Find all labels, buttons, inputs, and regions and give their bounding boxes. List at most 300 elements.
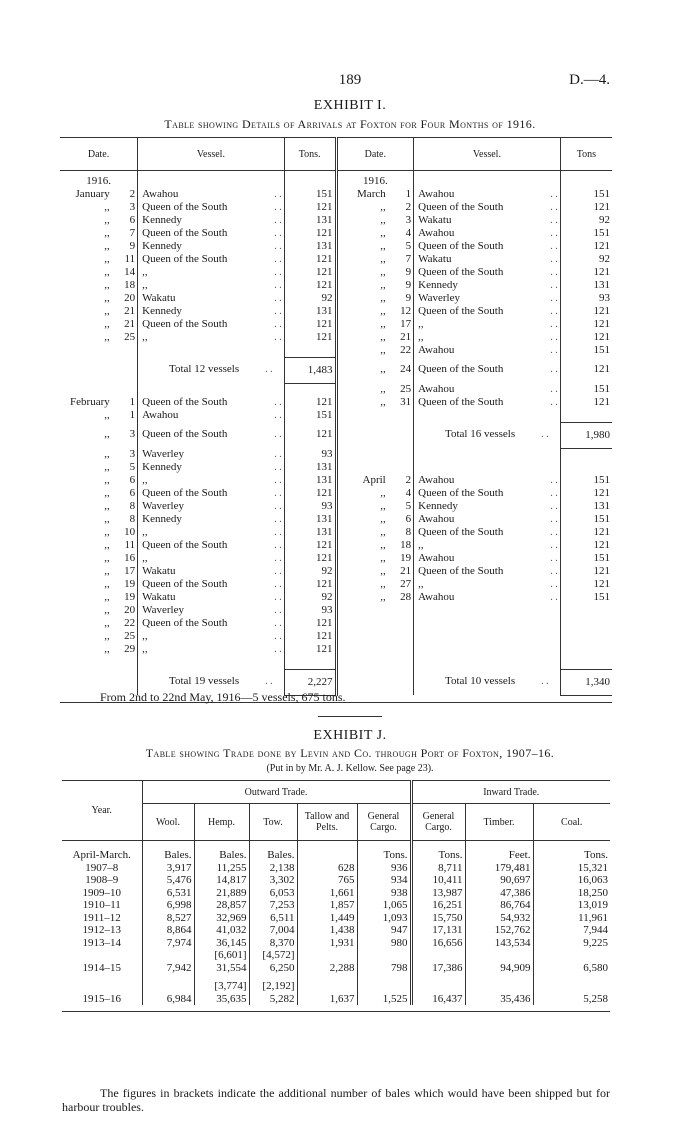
value-cell: 13,019 [533, 899, 610, 912]
table-row [62, 899, 610, 912]
value-cell: Bales. [194, 841, 249, 862]
value-cell: 8,711 [411, 862, 465, 875]
month-cell: ,, [104, 227, 110, 239]
table-row [62, 937, 610, 950]
vessel-cell: Kennedy [414, 279, 530, 292]
leader-dots: . . [550, 397, 558, 408]
blank-cell [336, 409, 414, 422]
table-row [60, 422, 612, 448]
month-cell: ,, [336, 565, 388, 578]
value-cell: 947 [357, 924, 411, 937]
table-row [60, 344, 612, 357]
day-cell: 2 [405, 474, 412, 486]
month-cell: ,, [336, 266, 388, 279]
leader-dots: . . [550, 319, 558, 330]
leader-dots: . . [274, 267, 282, 278]
tons-cell: 121 [560, 266, 612, 279]
value-cell: Tons. [411, 841, 465, 862]
tons-cell: 151 [560, 344, 612, 357]
total-value: 1,483 [284, 357, 336, 383]
leader-dots: . . [274, 319, 282, 330]
tons-cell: 121 [284, 279, 336, 292]
value-cell: 8,527 [142, 912, 194, 925]
blank-cell [414, 461, 561, 474]
blank-cell [560, 461, 612, 474]
month-cell: ,, [104, 266, 110, 278]
day-cell: 25 [124, 331, 136, 343]
month-cell: ,, [336, 487, 388, 500]
tons-cell: 121 [560, 565, 612, 578]
tons-cell: 151 [560, 188, 612, 201]
month-cell: ,, [104, 240, 110, 252]
tons-cell: 131 [284, 474, 336, 487]
table-row [60, 409, 612, 422]
value-cell: 1,661 [297, 887, 357, 900]
day-cell: 21 [124, 305, 136, 317]
leader-dots: . . [550, 241, 558, 252]
value-cell [297, 841, 357, 862]
leader-dots: . . [550, 215, 558, 226]
col-tons-2: Tons [560, 138, 612, 171]
month-cell: ,, [336, 344, 388, 357]
month-cell: ,, [336, 591, 388, 604]
col-group-outward: Outward Trade. [142, 781, 411, 804]
bracket-cell: [4,572] [249, 949, 297, 962]
tons-cell: 93 [284, 604, 336, 617]
tons-cell: 151 [560, 513, 612, 526]
year-cell: 1907–8 [85, 861, 119, 874]
day-cell: 3 [129, 428, 136, 440]
table-row [60, 448, 612, 461]
vessel-cell: Kennedy [138, 214, 254, 227]
leader-dots: . . [550, 189, 558, 200]
day-cell: 6 [129, 487, 136, 499]
value-cell: 1,637 [297, 993, 357, 1006]
tons-cell: 151 [560, 227, 612, 240]
year-cell: 1912–13 [82, 924, 121, 936]
tons-cell: 121 [284, 318, 336, 331]
tons-cell: 121 [560, 357, 612, 383]
tons-cell: 121 [560, 578, 612, 591]
value-cell: 16,251 [411, 899, 465, 912]
value-cell: 765 [297, 874, 357, 887]
bracket-cell: [6,601] [194, 949, 249, 962]
value-cell: 15,321 [533, 862, 610, 875]
month-cell: February [70, 396, 110, 408]
day-cell: 9 [129, 240, 136, 252]
vessel-cell: Awahou [138, 188, 254, 201]
value-cell: 6,511 [249, 912, 297, 925]
month-cell: ,, [336, 513, 388, 526]
bracket-cell [62, 980, 142, 993]
blank-cell [414, 630, 561, 643]
leader-dots: . . [274, 293, 282, 304]
blank-cell [60, 344, 138, 357]
vessel-cell: Queen of the South [138, 487, 254, 500]
value-cell: 1,438 [297, 924, 357, 937]
leader-dots: . . [274, 254, 282, 265]
leader-dots: . . [274, 579, 282, 590]
leader-dots: . . [550, 345, 558, 356]
table-row [60, 305, 612, 318]
value-cell: 21,889 [194, 887, 249, 900]
leader-dots: . . [274, 449, 282, 460]
blank-cell [284, 344, 336, 357]
month-cell: ,, [104, 513, 110, 525]
vessel-cell: Queen of the South [138, 539, 254, 552]
value-cell: 28,857 [194, 899, 249, 912]
day-cell: 2 [129, 188, 136, 200]
leader-dots: . . [550, 553, 558, 564]
month-cell: ,, [104, 214, 110, 226]
leader-dots: . . [550, 514, 558, 525]
tons-cell: 121 [560, 487, 612, 500]
vessel-cell: Kennedy [138, 461, 254, 474]
col-tons: Tons. [284, 138, 336, 171]
value-cell: 3,302 [249, 874, 297, 887]
value-cell: 143,534 [465, 937, 533, 950]
vessel-cell: ,, [414, 318, 530, 331]
vessel-cell: Kennedy [414, 500, 530, 513]
tons-cell: 92 [284, 591, 336, 604]
day-cell: 21 [400, 331, 412, 343]
leader-dots: . . [274, 475, 282, 486]
leader-dots: . . [274, 280, 282, 291]
exhibit-i-title: EXHIBIT I. [313, 98, 387, 113]
table-row [60, 630, 612, 643]
tons-cell: 92 [284, 292, 336, 305]
leader-dots: . . [550, 293, 558, 304]
bracket-row [62, 980, 610, 993]
day-cell: 18 [124, 279, 136, 291]
month-cell: ,, [104, 474, 110, 486]
bracket-cell [142, 980, 194, 993]
bracket-cell: [2,192] [249, 980, 297, 993]
tons-cell: 151 [284, 409, 336, 422]
month-cell: ,, [104, 461, 110, 473]
day-cell: 9 [405, 279, 412, 291]
value-cell: 1,525 [357, 993, 411, 1006]
day-cell: 8 [129, 500, 136, 512]
vessel-cell: Queen of the South [138, 396, 254, 409]
col-timber: Timber. [465, 804, 533, 841]
table-row [60, 539, 612, 552]
leader-dots: . . [274, 462, 282, 473]
month-cell: January [75, 188, 110, 200]
table-row [60, 604, 612, 617]
value-cell: 7,004 [249, 924, 297, 937]
leader-dots: . . [274, 332, 282, 343]
leader-dots: . . [274, 566, 282, 577]
value-cell: 179,481 [465, 862, 533, 875]
leader-dots: . . [550, 566, 558, 577]
vessel-cell: Awahou [414, 344, 530, 357]
vessel-cell: ,, [138, 266, 254, 279]
value-cell: 47,386 [465, 887, 533, 900]
value-cell: Bales. [142, 841, 194, 862]
tons-cell: 121 [560, 331, 612, 344]
tons-cell: 131 [284, 526, 336, 539]
day-cell: 24 [400, 363, 412, 375]
table-row [60, 578, 612, 591]
bracket-cell [142, 949, 194, 962]
vessel-cell: Awahou [138, 409, 254, 422]
blank-cell [560, 656, 612, 669]
blank-cell [60, 383, 138, 396]
tons-cell: 131 [560, 279, 612, 292]
day-cell: 1 [405, 188, 412, 200]
col-year: Year. [62, 781, 142, 841]
tons-cell: 151 [560, 383, 612, 396]
month-cell: ,, [104, 539, 110, 551]
blank-cell [336, 630, 414, 643]
vessel-cell: Awahou [414, 513, 530, 526]
tons-cell: 121 [560, 201, 612, 214]
value-cell: 16,656 [411, 937, 465, 950]
blank-cell [336, 448, 414, 461]
blank-cell [560, 409, 612, 422]
table-row [62, 874, 610, 887]
month-cell: ,, [104, 279, 110, 291]
exhibit-i-table [60, 137, 612, 703]
value-cell: 16,437 [411, 993, 465, 1006]
blank-cell [284, 383, 336, 396]
leader-dots: . . [550, 592, 558, 603]
vessel-cell: Queen of the South [414, 565, 530, 578]
year-label: 1916. [336, 171, 414, 189]
vessel-cell: Queen of the South [414, 201, 530, 214]
col-general-cargo-in: General Cargo. [411, 804, 465, 841]
month-cell: ,, [336, 396, 388, 409]
value-cell: 798 [357, 962, 411, 975]
day-cell: 20 [124, 292, 136, 304]
vessel-cell: Queen of the South [138, 578, 254, 591]
leader-dots: . . [550, 228, 558, 239]
bracket-cell: [3,774] [194, 980, 249, 993]
vessel-cell: Queen of the South [414, 266, 530, 279]
vessel-cell: Queen of the South [414, 240, 530, 253]
month-cell: ,, [336, 331, 388, 344]
month-cell: ,, [336, 240, 388, 253]
value-cell: 5,476 [142, 874, 194, 887]
tons-cell: 121 [284, 552, 336, 565]
month-cell: ,, [336, 526, 388, 539]
day-cell: 17 [400, 318, 412, 330]
leader-dots: . . [550, 364, 558, 375]
value-cell: 94,909 [465, 962, 533, 975]
value-cell: 938 [357, 887, 411, 900]
value-cell: 13,987 [411, 887, 465, 900]
tons-cell: 131 [284, 513, 336, 526]
blank-cell [138, 656, 285, 669]
bracket-cell [533, 949, 610, 962]
table-row [60, 474, 612, 487]
day-cell: 28 [400, 591, 412, 603]
leader-dots: . . [550, 488, 558, 499]
day-cell: 22 [400, 344, 412, 356]
day-cell: 20 [124, 604, 136, 616]
value-cell: Tons. [533, 841, 610, 862]
month-cell: ,, [104, 487, 110, 499]
value-cell: 86,764 [465, 899, 533, 912]
blank-cell [414, 171, 561, 189]
value-cell: 15,750 [411, 912, 465, 925]
month-cell: ,, [104, 591, 110, 603]
month-cell: ,, [104, 318, 110, 330]
day-cell: 5 [129, 461, 136, 473]
vessel-cell: Queen of the South [138, 318, 254, 331]
value-cell: 152,762 [465, 924, 533, 937]
leader-dots: . . [265, 364, 273, 375]
exhibit-i-caption: Table showing Details of Arrivals at Foxton for Four Months of 1916. [164, 117, 536, 131]
value-cell: 628 [297, 862, 357, 875]
tons-cell: 121 [560, 526, 612, 539]
table-row [60, 591, 612, 604]
leader-dots: . . [265, 676, 273, 687]
vessel-cell: Kennedy [138, 305, 254, 318]
month-cell: ,, [104, 604, 110, 616]
month-cell: ,, [336, 383, 388, 396]
table-row [62, 887, 610, 900]
exhibit-j-subcaption: (Put in by Mr. A. J. Kellow. See page 23). [266, 763, 434, 774]
month-cell: ,, [104, 552, 110, 564]
day-cell: 12 [400, 305, 412, 317]
value-cell: 14,817 [194, 874, 249, 887]
tons-cell: 121 [284, 539, 336, 552]
tons-cell: 121 [284, 487, 336, 500]
month-cell: ,, [104, 292, 110, 304]
value-cell: 1,093 [357, 912, 411, 925]
month-cell: ,, [104, 578, 110, 590]
vessel-cell: Queen of the South [414, 487, 530, 500]
day-cell: 3 [129, 448, 136, 460]
leader-dots: . . [274, 397, 282, 408]
table-row [60, 253, 612, 266]
month-cell: ,, [104, 565, 110, 577]
day-cell: 16 [124, 552, 136, 564]
day-cell: 19 [400, 552, 412, 564]
col-date: Date. [60, 138, 138, 171]
blank-cell [560, 630, 612, 643]
table-row [60, 487, 612, 500]
blank-cell [560, 171, 612, 189]
day-cell: 1 [129, 396, 136, 408]
exhibit-j-caption: Table showing Trade done by Levin and Co. through Port of Foxton, 1907–16. [145, 746, 555, 760]
month-cell: ,, [336, 227, 388, 240]
tons-cell: 121 [560, 318, 612, 331]
year-cell: 1914–15 [82, 961, 121, 974]
tons-cell: 121 [560, 539, 612, 552]
vessel-cell: Queen of the South [414, 526, 530, 539]
col-coal: Coal. [533, 804, 610, 841]
day-cell: 11 [124, 539, 136, 551]
month-cell: ,, [104, 500, 110, 512]
leader-dots: . . [550, 332, 558, 343]
value-cell: 11,961 [533, 912, 610, 925]
table-row [60, 383, 612, 396]
exhibit-j-footnote: The figures in brackets indicate the additional number of bales which would have been shipped but for harbour troubles. [62, 1086, 610, 1114]
blank-cell [414, 448, 561, 461]
leader-dots: . . [274, 553, 282, 564]
bracket-cell [465, 980, 533, 993]
leader-dots: . . [274, 306, 282, 317]
total-value: 2,227 [284, 669, 336, 695]
month-cell: ,, [104, 428, 110, 440]
day-cell: 8 [129, 513, 136, 525]
value-cell: 17,131 [411, 924, 465, 937]
value-cell: 3,917 [142, 862, 194, 875]
vessel-cell: Awahou [414, 474, 530, 487]
blank-cell [414, 409, 561, 422]
leader-dots: . . [274, 618, 282, 629]
tons-cell: 151 [560, 591, 612, 604]
table-row [60, 214, 612, 227]
month-cell: ,, [104, 617, 110, 629]
value-cell: 11,255 [194, 862, 249, 875]
value-cell: Feet. [465, 841, 533, 862]
table-row [60, 201, 612, 214]
col-tow: Tow. [249, 804, 297, 841]
month-cell: ,, [336, 500, 388, 513]
tons-cell: 131 [284, 240, 336, 253]
year-cell: 1915–16 [82, 992, 121, 1005]
vessel-cell: Queen of the South [414, 396, 530, 409]
month-cell: ,, [336, 552, 388, 565]
blank-cell [284, 171, 336, 189]
month-cell: ,, [336, 578, 388, 591]
day-cell: 4 [405, 487, 412, 499]
blank-cell [414, 643, 561, 656]
table-row [60, 656, 612, 669]
month-cell: ,, [336, 357, 388, 383]
vessel-cell: ,, [138, 331, 254, 344]
vessel-cell: Wakatu [414, 214, 530, 227]
tons-cell: 93 [284, 500, 336, 513]
vessel-cell: Wakatu [414, 253, 530, 266]
tons-cell: 121 [560, 240, 612, 253]
leader-dots: . . [550, 306, 558, 317]
tons-cell: 121 [284, 266, 336, 279]
table-row [60, 240, 612, 253]
leader-dots: . . [550, 501, 558, 512]
leader-dots: . . [274, 501, 282, 512]
month-cell: ,, [104, 630, 110, 642]
blank-cell [336, 643, 414, 656]
vessel-cell: Awahou [414, 591, 530, 604]
month-cell: ,, [336, 292, 388, 305]
leader-dots: . . [274, 189, 282, 200]
value-cell: 17,386 [411, 962, 465, 975]
month-cell: ,, [104, 305, 110, 317]
tons-cell: 131 [284, 461, 336, 474]
units-row [62, 841, 610, 862]
table-row [60, 331, 612, 344]
col-wool: Wool. [142, 804, 194, 841]
document-reference: D.—4. [569, 72, 610, 88]
value-cell: 7,942 [142, 962, 194, 975]
vessel-cell: Wakatu [138, 565, 254, 578]
leader-dots: . . [274, 202, 282, 213]
leader-dots: . . [550, 579, 558, 590]
table-row [60, 396, 612, 409]
vessel-cell: Queen of the South [138, 253, 254, 266]
month-cell: ,, [336, 539, 388, 552]
leader-dots: . . [274, 429, 282, 440]
day-cell: 6 [129, 474, 136, 486]
day-cell: 6 [129, 214, 136, 226]
tons-cell: 121 [284, 201, 336, 214]
vessel-cell: Awahou [414, 383, 530, 396]
